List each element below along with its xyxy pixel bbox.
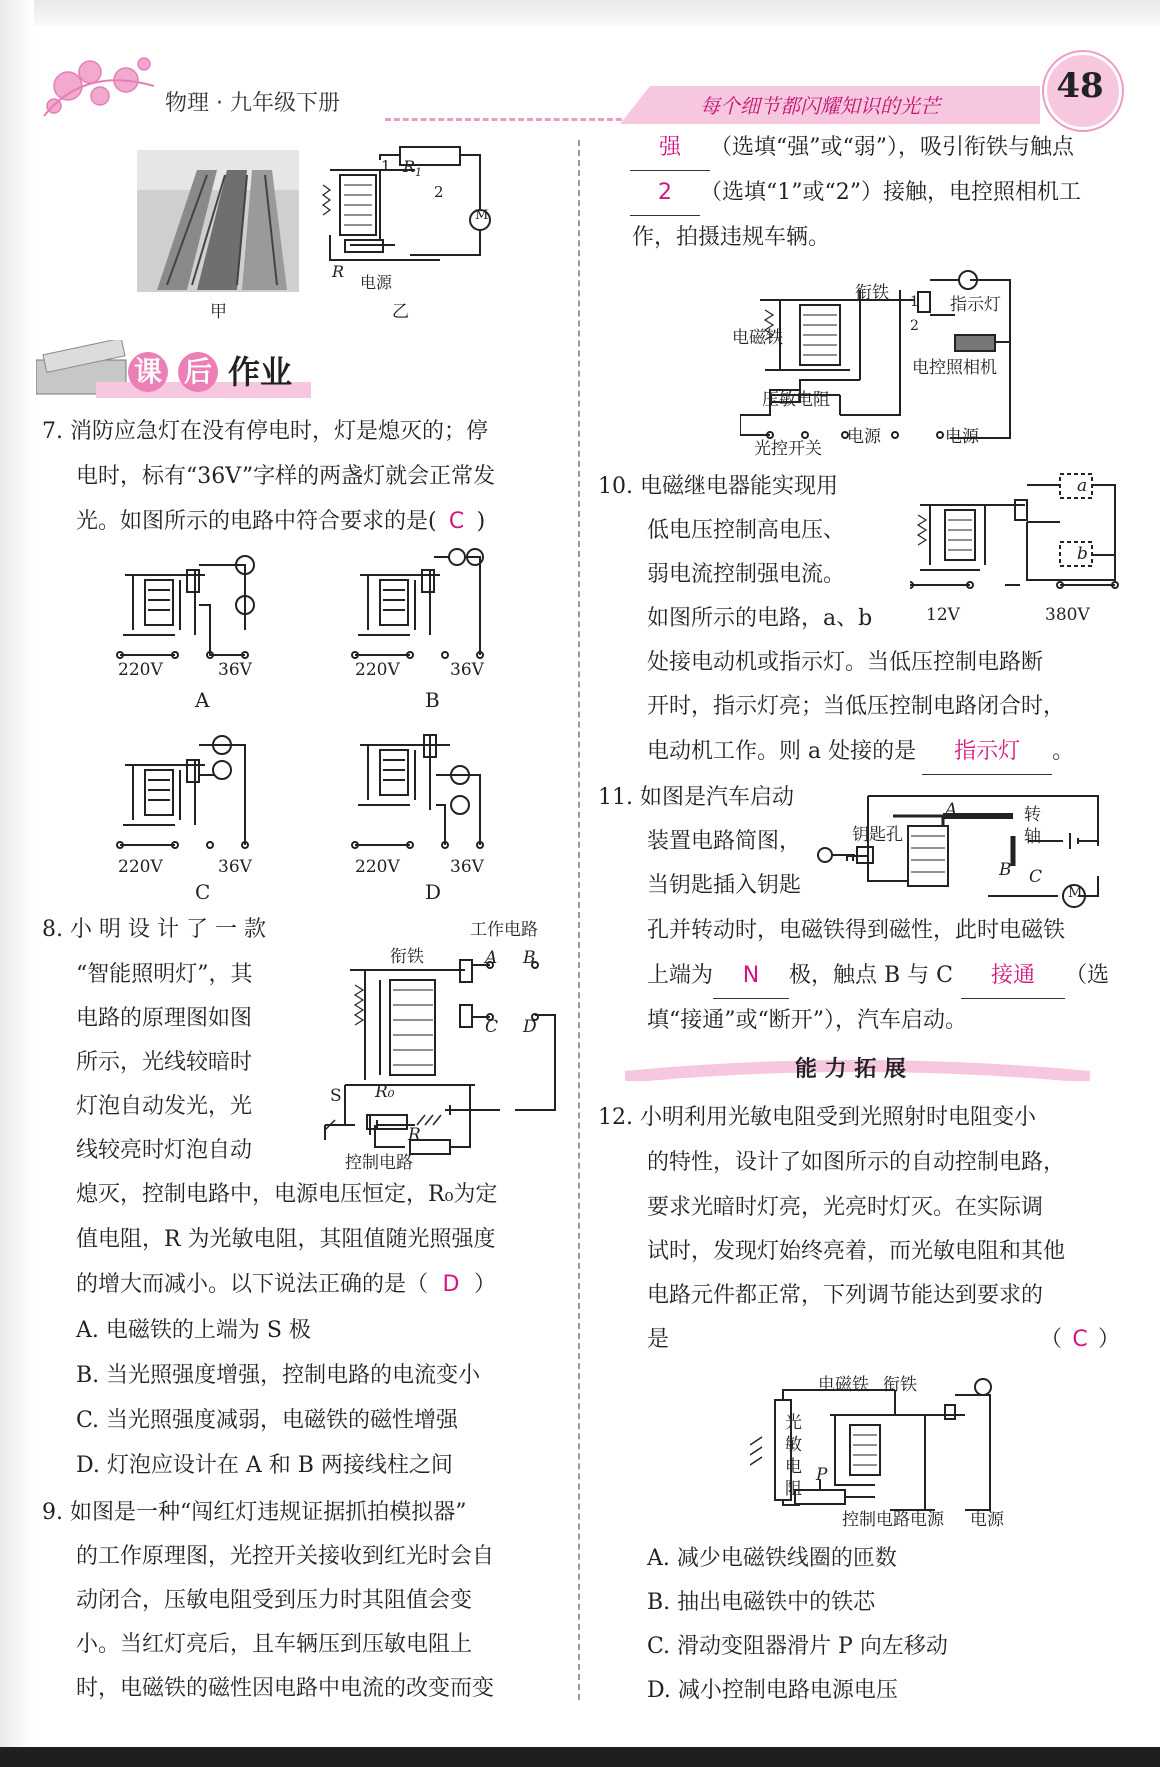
section-title-zuoye: 作业 xyxy=(228,353,293,391)
q12-photo-2: 敏 xyxy=(785,1435,802,1455)
fig-label-jia: 甲 xyxy=(210,302,227,322)
q10-label-12v: 12V xyxy=(926,605,960,625)
q12-option-a: A. 减少电磁铁线圈的匝数 xyxy=(647,1546,897,1571)
q7-circuit-c xyxy=(117,736,248,848)
q8-line-9: 的增大而减小。以下说法正确的是（ D ） xyxy=(76,1263,496,1307)
q8-option-d: D. 灯泡应设计在 A 和 B 两接线柱之间 xyxy=(76,1453,453,1478)
q8-option-b: B. 当光照强度增强，控制电路的电流变小 xyxy=(76,1363,481,1388)
q9-label-contact-2: 2 xyxy=(910,318,919,334)
label-motor-m: M xyxy=(475,208,489,223)
q12-answer: C xyxy=(1072,1327,1088,1352)
q7-a-v220: 220V xyxy=(118,660,163,680)
q12-line-1: 12. 小明利用光敏电阻受到光照射时电阻变小 xyxy=(598,1105,1036,1130)
q9-line-1: 9. 如图是一种“闯红灯违规证据抓拍模拟器” xyxy=(42,1500,467,1525)
q10-label-380v: 380V xyxy=(1045,605,1090,625)
q8-line-5: 灯泡自动发光，光 xyxy=(76,1094,253,1119)
section-char-hou: 后 xyxy=(178,352,218,392)
q12-line-3: 要求光暗时灯亮，光亮时灯灭。在实际调 xyxy=(647,1195,1044,1220)
q10-answer: 指示灯 xyxy=(922,730,1052,775)
page-top-shadow xyxy=(0,0,1160,26)
q11-line-3: 当钥匙插入钥匙 xyxy=(647,873,802,898)
q8-label-a: A xyxy=(485,948,498,968)
q7-circuit-d xyxy=(352,735,483,848)
q11-label-b: B xyxy=(999,860,1012,880)
q12-label-power: 电源 xyxy=(970,1510,1004,1530)
q11-answer-2: 接通 xyxy=(961,954,1065,999)
q12-option-d: D. 减小控制电路电源电压 xyxy=(647,1678,898,1703)
q12-answer-paren: （ C ） xyxy=(1040,1318,1120,1362)
q9-label-camera: 电控照相机 xyxy=(912,358,997,378)
q12-line-5: 电路元件都正常，下列调节能达到要求的 xyxy=(647,1283,1044,1308)
column-divider xyxy=(578,140,580,1700)
q11-line-2: 装置电路简图， xyxy=(647,829,802,854)
q8-option-a: A. 电磁铁的上端为 S 极 xyxy=(76,1318,311,1343)
q11-label-a: A xyxy=(945,800,958,820)
q11-line-6: 填“接通”或“断开”），汽车启动。 xyxy=(647,1008,967,1033)
label-contact-1: 1 xyxy=(381,157,391,175)
q10-line-6: 开时，指示灯亮；当低压控制电路闭合时， xyxy=(647,694,1066,719)
q9-cont-2: 2 （选填“1”或“2”）接触，电控照相机工 xyxy=(630,171,1081,216)
q9-label-power-2: 电源 xyxy=(945,427,979,447)
q11-line-1: 11. 如图是汽车启动 xyxy=(598,785,794,810)
q7-c-v36: 36V xyxy=(218,857,252,877)
q7-circuit-a xyxy=(117,556,254,658)
page-binding-shadow xyxy=(0,0,34,1767)
q11-label-motor: M xyxy=(1068,885,1083,901)
q9-label-magnet: 电磁铁 xyxy=(732,328,783,348)
q10-label-a: a xyxy=(1077,476,1088,496)
q8-line-2: “智能照明灯”，其 xyxy=(76,962,253,987)
q7-label-b: B xyxy=(425,688,440,712)
q12-line-2: 的特性，设计了如图所示的自动控制电路， xyxy=(647,1150,1066,1175)
q9-label-press: 压敏电阻 xyxy=(762,390,830,410)
q9-line-4: 小。当红灯亮后，且车辆压到压敏电阻上 xyxy=(76,1632,473,1657)
q8-line-7: 熄灭，控制电路中，电源电压恒定，R₀为定 xyxy=(76,1182,498,1207)
q12-photo-1: 光 xyxy=(785,1413,802,1433)
q12-option-b: B. 抽出电磁铁中的铁芯 xyxy=(647,1590,876,1615)
q11-label-axis-1: 转 xyxy=(1024,805,1041,825)
q7-d-v36: 36V xyxy=(450,857,484,877)
q12-line-6: 是 xyxy=(647,1327,670,1352)
q8-line-8: 值电阻，R 为光敏电阻，其阻值随光照强度 xyxy=(76,1227,496,1252)
q8-label-work: 工作电路 xyxy=(470,920,538,940)
q9-line-3: 动闭合，压敏电阻受到压力时其阻值会变 xyxy=(76,1588,473,1613)
label-r1: $R_1$ xyxy=(403,157,423,180)
q8-line-1: 8. 小 明 设 计 了 一 款 xyxy=(42,917,266,942)
q9-label-lamp: 指示灯 xyxy=(950,295,1001,315)
q9-cont-3: 作，拍摄违规车辆。 xyxy=(632,225,831,250)
q9-line-5: 时，电磁铁的磁性因电路中电流的改变而变 xyxy=(76,1676,495,1701)
q9-label-switch: 光控开关 xyxy=(754,439,822,459)
book-title: 物理 · 九年级下册 xyxy=(165,91,340,116)
q12-label-ctrl-power: 控制电路电源 xyxy=(842,1510,944,1530)
q11-label-c: C xyxy=(1029,867,1043,887)
escalator-photo xyxy=(137,150,299,292)
section-char-ke: 课 xyxy=(128,352,168,392)
q8-label-c: C xyxy=(485,1017,499,1037)
q8-label-armature: 衔铁 xyxy=(390,947,424,967)
q7-c-v220: 220V xyxy=(118,857,163,877)
q9-label-power-1: 电源 xyxy=(847,427,881,447)
q12-label-p: P xyxy=(816,1465,828,1485)
q10-line-7: 电动机工作。则 a 处接的是 指示灯 。 xyxy=(647,730,1074,775)
page-bottom-edge xyxy=(0,1747,1160,1767)
q10-line-5: 处接电动机或指示灯。当低压控制电路断 xyxy=(647,650,1044,675)
q7-answer: C xyxy=(448,509,465,534)
q12-label-magnet: 电磁铁 xyxy=(818,1375,869,1395)
q11-label-axis-2: 轴 xyxy=(1024,827,1041,847)
q7-line-1: 7. 消防应急灯在没有停电时，灯是熄灭的；停 xyxy=(42,419,488,444)
q10-line-2: 低电压控制高电压、 xyxy=(647,518,846,543)
label-contact-2: 2 xyxy=(434,183,444,201)
q8-label-ctrl: 控制电路 xyxy=(345,1153,413,1173)
q9-label-armature: 衔铁 xyxy=(855,283,889,303)
q10-label-b: b xyxy=(1077,544,1088,564)
q9-answer-2: 2 xyxy=(630,171,700,216)
q7-b-v36: 36V xyxy=(450,660,484,680)
q8-option-c: C. 当光照强度减弱，电磁铁的磁性增强 xyxy=(76,1408,459,1433)
q8-label-b: B xyxy=(523,948,536,968)
q11-line-5: 上端为 N 极，触点 B 与 C 接通 （选 xyxy=(647,954,1109,999)
flower-ornament-icon xyxy=(34,46,164,126)
q9-line-2: 的工作原理图，光控开关接收到红光时会自 xyxy=(76,1544,495,1569)
q8-line-3: 电路的原理图如图 xyxy=(76,1006,253,1031)
q9-cont-1: 强 （选填“强”或“弱”），吸引衔铁与触点 xyxy=(630,126,1074,171)
q11-answer-1: N xyxy=(713,954,789,999)
q9-label-contact-1: 1 xyxy=(910,294,919,310)
q12-photo-4: 阻 xyxy=(785,1479,802,1499)
q9-answer-1: 强 xyxy=(630,126,710,171)
motto-text: 每个细节都闪耀知识的光芒 xyxy=(700,94,940,118)
q10-line-4: 如图所示的电路，a、b xyxy=(647,606,873,631)
q12-line-4: 试时，发现灯始终亮着，而光敏电阻和其他 xyxy=(647,1239,1066,1264)
q10-line-3: 弱电流控制强电流。 xyxy=(647,562,846,587)
q7-label-a: A xyxy=(195,688,210,712)
section-title-ability: 能 力 拓 展 xyxy=(795,1057,906,1082)
q7-d-v220: 220V xyxy=(355,857,400,877)
q7-line-3: 光。如图所示的电路中符合要求的是( C ) xyxy=(76,500,485,544)
q7-label-c: C xyxy=(195,880,211,904)
q8-label-r0: R₀ xyxy=(375,1082,395,1102)
key-icon xyxy=(815,843,875,867)
q7-circuit-b xyxy=(352,549,483,658)
q7-a-v36: 36V xyxy=(218,660,252,680)
q11-label-key: 钥匙孔 xyxy=(852,825,903,845)
page-number: 48 xyxy=(1056,66,1104,106)
fig-label-yi: 乙 xyxy=(392,302,409,322)
q8-label-r: R xyxy=(408,1125,421,1145)
q7-label-d: D xyxy=(425,880,442,904)
q8-line-6: 线较亮时灯泡自动 xyxy=(76,1138,253,1163)
q10-line-1: 10. 电磁继电器能实现用 xyxy=(598,474,838,499)
label-r: R xyxy=(332,262,345,281)
q10-circuit xyxy=(910,470,1125,605)
q7-line-2: 电时，标有“36V”字样的两盏灯就会正常发 xyxy=(76,464,496,489)
q7-b-v220: 220V xyxy=(355,660,400,680)
q12-option-c: C. 滑动变阻器滑片 P 向左移动 xyxy=(647,1634,948,1659)
q8-answer: D xyxy=(442,1272,460,1297)
q12-photo-3: 电 xyxy=(785,1457,802,1477)
q8-line-4: 所示，光线较暗时 xyxy=(76,1050,253,1075)
label-power: 电源 xyxy=(360,273,393,292)
q12-label-armature: 衔铁 xyxy=(883,1375,917,1395)
q11-line-4: 孔并转动时，电磁铁得到磁性，此时电磁铁 xyxy=(647,918,1066,943)
q8-label-d: D xyxy=(523,1017,537,1037)
q8-label-s: S xyxy=(330,1086,342,1106)
